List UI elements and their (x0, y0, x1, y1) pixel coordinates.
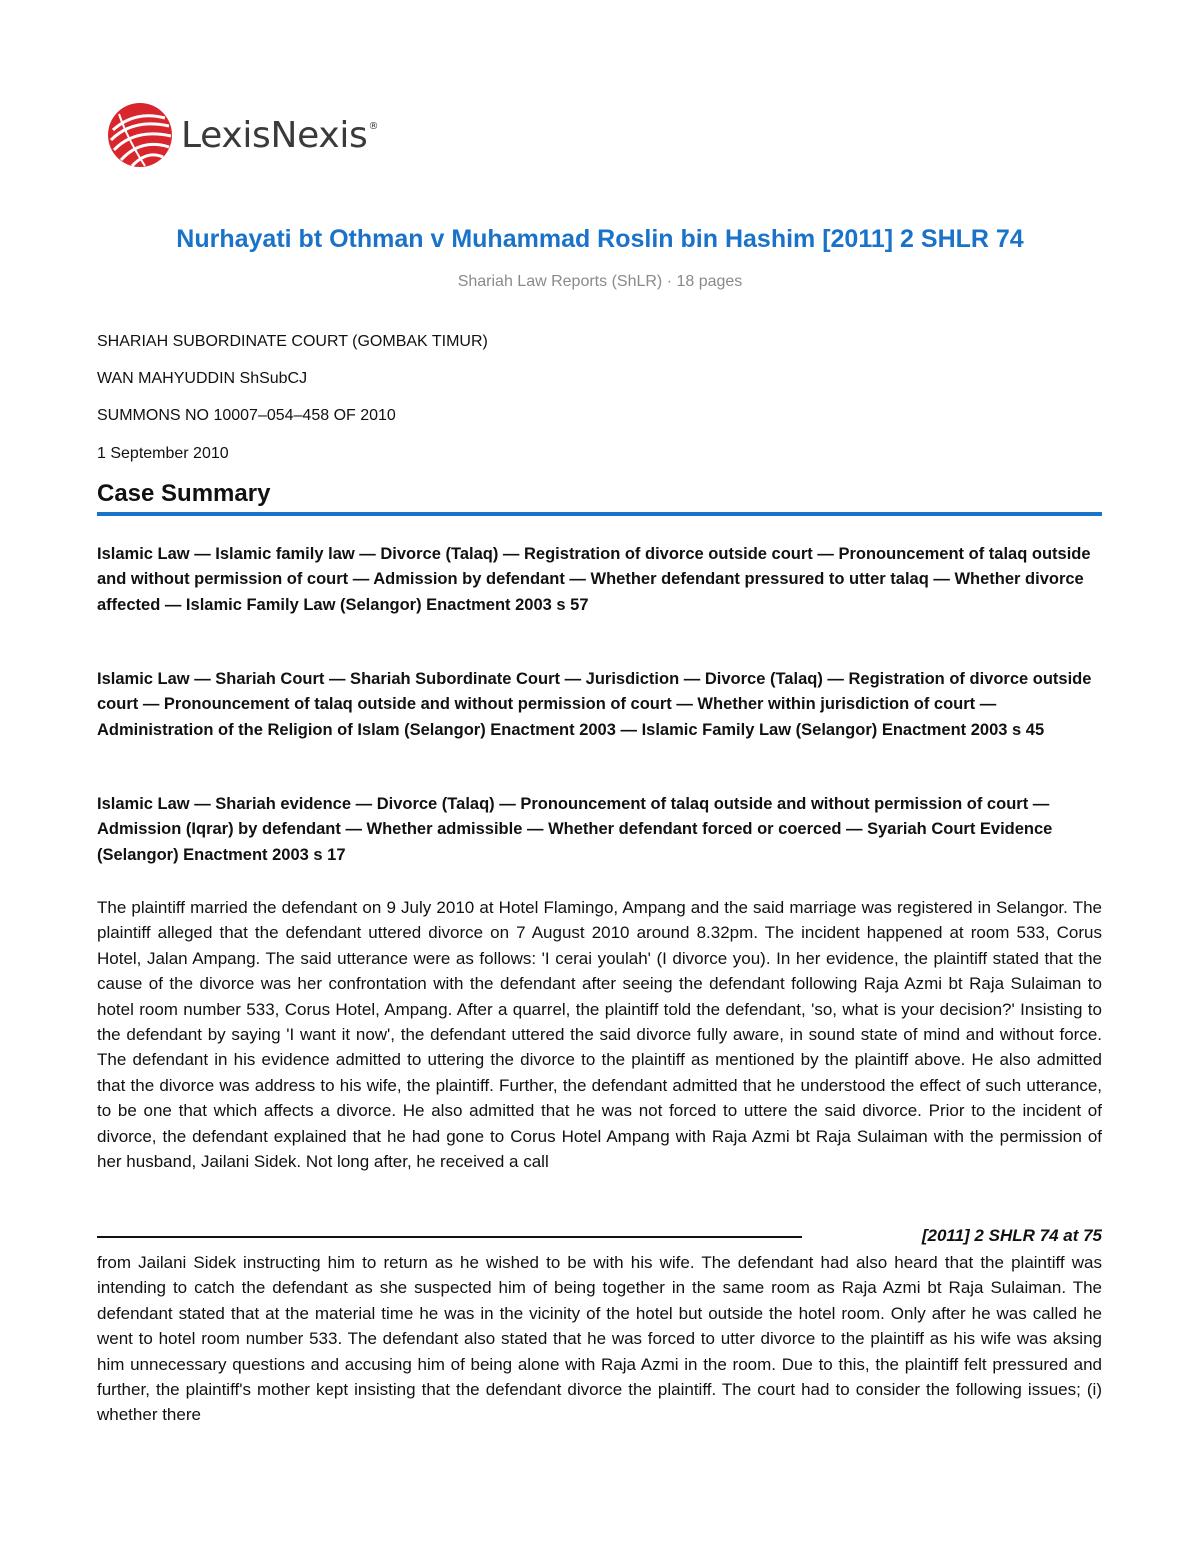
document-subtitle: Shariah Law Reports (ShLR) · 18 pages (457, 273, 743, 290)
catchwords-1: Islamic Law — Islamic family law — Divorce (Talaq) — Registration of divorce outside court — Pronouncement of talaq outside and without permission of court — Admission by defendant — Whether defendant pressured to utter talaq — Whether divorce affected — Islamic Family Law (Selangor) Enactment 2003 s 57 (97, 545, 1091, 614)
page-reference: [2011] 2 SHLR 74 at 75 (921, 1226, 1102, 1245)
brand-name: LexisNexis® (181, 114, 379, 156)
summary-paragraph-continued: from Jailani Sidek instructing him to return as he wished to be with his wife. The defendant had also heard that the plaintiff was intending to catch the defendant as she suspected him of being together in the same room as Raja Azmi bt Raja Sulaiman. The defendant stated that at the material time he was in the vicinity of the hotel but outside the hotel room. Only after he was called he went to hotel room number 533. The defendant also stated that he was forced to utter divorce to the plaintiff as his wife was aksing him unnecessary questions and accusing him of being alone with Raja Azmi in the room. Due to this, the plaintiff felt pressured and further, the plaintiff's mother kept insisting that the defendant divorce the plaintiff. The court had to consider the following issues; (i) whether there (97, 1253, 1102, 1425)
summary-paragraph: The plaintiff married the defendant on 9 July 2010 at Hotel Flamingo, Ampang and the said marriage was registered in Selangor. The plaintiff alleged that the defendant uttered divorce on 7 August 2010 around 8.32pm. The incident happened at room 533, Corus Hotel, Jalan Ampang. The said utterance were as follows: 'I cerai youlah' (I divorce you). In her evidence, the plaintiff stated that the cause of the divorce was her confrontation with the defendant after seeing the defendant following Raja Azmi bt Raja Sulaiman to hotel room number 533, Corus Hotel, Ampang. After a quarrel, the plaintiff told the defendant, 'so, what is your decision?' Insisting to the defendant by saying 'I want it now', the defendant uttered the said divorce fully aware, in sound state of mind and without force. The defendant in his evidence admitted to uttering the divorce to the plaintiff as mentioned by the plaintiff above. He also admitted that the divorce was address to his wife, the plaintiff. Further, the defendant admitted that he understood the effect of such utterance, to be one that which affects a divorce. He also admitted that he was not forced to uttere the said divorce. Prior to the incident of divorce, the defendant explained that he had gone to Corus Hotel Ampang with Raja Azmi bt Raja Sulaiman with the permission of her husband, Jailani Sidek. Not long after, he received a call (97, 898, 1102, 1172)
lexisnexis-logo (105, 100, 378, 170)
section-divider (97, 512, 1102, 516)
page-break-line (97, 1236, 802, 1238)
decision-date: 1 September 2010 (97, 445, 229, 462)
page-break (97, 1226, 1102, 1252)
court-name: SHARIAH SUBORDINATE COURT (GOMBAK TIMUR) (97, 333, 488, 350)
judge-name: WAN MAHYUDDIN ShSubCJ (97, 370, 308, 387)
lexisnexis-globe-icon (105, 100, 175, 170)
case-summary-heading: Case Summary (97, 480, 271, 507)
summons-number: SUMMONS NO 10007–054–458 OF 2010 (97, 407, 396, 424)
catchwords-3: Islamic Law — Shariah evidence — Divorce (Talaq) — Pronouncement of talaq outside and without permission of court — Admission (Iqrar) by defendant — Whether admissible — Whether defendant forced or coerced — Syariah Court Evidence (Selangor) Enactment 2003 s 17 (97, 795, 1053, 864)
document-title: Nurhayati bt Othman v Muhammad Roslin bin Hashim [2011] 2 SHLR 74 (176, 225, 1024, 253)
catchwords-2: Islamic Law — Shariah Court — Shariah Subordinate Court — Jurisdiction — Divorce (Talaq) — Registration of divorce outside court — Pronouncement of talaq outside and without permission of court — Whether within jurisdiction of court — Administration of the Religion of Islam (Selangor) Enactment 2003 — Islamic Family Law (Selangor) Enactment 2003 s 45 (97, 670, 1092, 739)
